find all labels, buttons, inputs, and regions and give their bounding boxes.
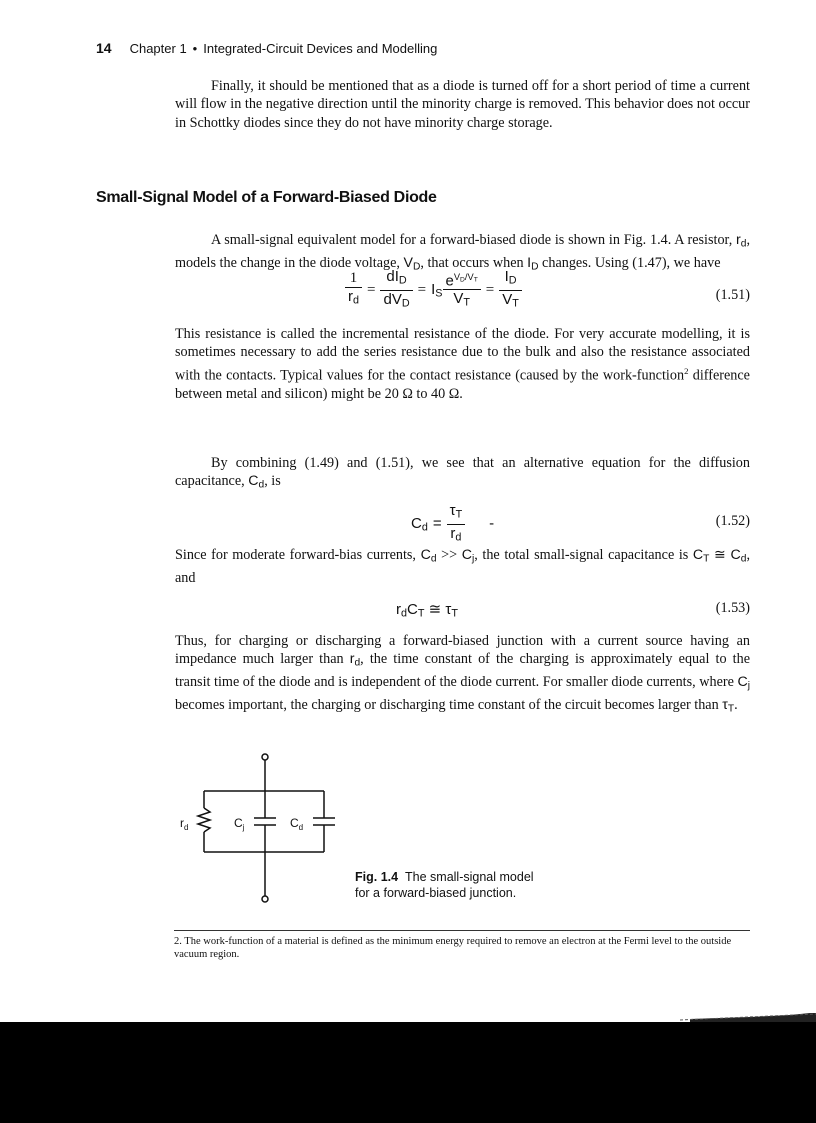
para4-text-1: Since for moderate forward-bias currents,: [175, 547, 421, 563]
para3-text-2: , is: [264, 473, 281, 490]
equation-1-52: $C_d$ = $\frac{\tau_T}{r_d}$ -: [411, 502, 495, 544]
intro-text: Finally, it should be mentioned that as a diode is turned off for a short period of time a current will flow in the negative direction until the minority charge is removed. This behavior does not occur in Schottky diodes since they do not have minority charge storage.: [175, 78, 750, 131]
equation-number-1-52: (1.52): [715, 513, 750, 529]
label-cd: $C_d$: [290, 816, 304, 832]
paragraph-5: Thus, for charging or discharging a forward-biased junction with a current source having an impedance much larger than $r_d$, the time constant of the charging is approximately equal to the transit time of the diode and is independent of the diode current. For smaller diode currents, where $C_j$ becomes important, the charging or discharging time constant of the circuit becomes larger than $\tau_T$.: [175, 633, 751, 715]
scan-artifact: [0, 1010, 816, 1022]
para5-text-3: becomes important, the charging or discharging time constant of the circuit becomes larger than: [175, 697, 723, 714]
para1-text-4: changes. Using (1.47), we have: [538, 254, 721, 271]
para1-text-1: A small-signal equivalent model for a forward-biased diode is shown in Fig. 1.4. A resistor,: [211, 232, 737, 248]
para4-text-4: ≅: [709, 547, 731, 563]
sym-rd: $r_d$: [736, 232, 747, 250]
sym-vd: $V_D$: [403, 254, 421, 273]
bottom-terminal: [262, 896, 268, 902]
para1-text-2: , models the change in the diode voltage,: [175, 232, 750, 271]
equation-number-1-51: (1.51): [715, 287, 750, 303]
chapter-title: Integrated-Circuit Devices and Modelling: [203, 41, 438, 56]
para5-text-2: , the time constant of the charging is approximately equal to the transit time of the diode and is independent of the diode current. For smaller diode currents, where: [175, 651, 751, 691]
equation-number-1-53: (1.53): [715, 600, 750, 616]
caption-number: Fig. 1.4: [355, 870, 399, 884]
frac-dID-dVD: $\frac{dI_D}{dV_D}$: [380, 268, 412, 312]
running-header: [96, 40, 437, 56]
scan-black-band: [0, 1022, 816, 1123]
footnote-mark: 2: [684, 365, 689, 376]
paragraph-3: [175, 454, 750, 495]
small-signal-circuit-figure: [170, 748, 340, 908]
para4-text-2: >>: [436, 547, 462, 563]
caption-line-1: The small-signal model: [405, 870, 534, 884]
frac-exp-vt: $\frac{e^{V_D/V_T}}{V_T}$: [443, 269, 481, 312]
label-rd: $r_d$: [180, 816, 189, 832]
figure-caption: [355, 869, 534, 901]
resistor-rd: [198, 808, 210, 832]
para5-text-1: Thus, for charging or discharging a forward-biased junction with a current source having an impedance much larger than: [175, 633, 750, 668]
para2-text-1: This resistance is called the incremental resistance of the diode. For very accurate modelling, it is sometimes necessary to add the series resistance due to the bulk and also the resistance associated with the contacts. Typical values for the contact resistance (caused by the work-function: [175, 326, 750, 384]
sym-cd: $C_d$: [248, 473, 265, 491]
top-terminal: [262, 754, 268, 760]
footnote: 2. The work-function of a material is defined as the minimum energy required to remove an electron at the Fermi level to the outside vacuum region.: [174, 936, 732, 960]
equation-1-53: $r_dC_T$ ≅ $\tau_T$: [396, 601, 458, 620]
frac-id-vt: $\frac{I_D}{V_T}$: [499, 268, 522, 312]
frac-1-over-rd: $\frac{1}{r_d}$: [345, 270, 362, 310]
para4-text-5: , and: [175, 547, 750, 586]
equation-1-51: $\frac{1}{r_d}$ = $\frac{dI_D}{dV_D}$ = $I_S$ $\frac{e^{V_D/V_T}}{V_T}$ = $\frac{I_D}{V_T}$: [345, 268, 522, 312]
paragraph-2: [175, 325, 750, 403]
para3-text-1: By combining (1.49) and (1.51), we see that an alternative equation for the diffusion capacitance,: [175, 455, 750, 490]
para4-text-3: , the total small-signal capacitance is: [474, 547, 693, 563]
sym-id: $I_D$: [527, 254, 539, 273]
chapter-label: Chapter 1: [129, 41, 187, 56]
para1-text-3: , that occurs when: [420, 254, 528, 271]
is-term: $I_S$: [431, 280, 443, 300]
paragraph-4: Since for moderate forward-bias currents, $C_d >> C_j$, the total small-signal capacitance is $C_T$ ≅ $C_d$, and: [175, 547, 750, 586]
para2-text-2: difference between metal and silicon) might be 20 Ω to 40 Ω.: [175, 367, 750, 402]
para5-text-4: .: [734, 697, 738, 714]
label-cj: $C_j$: [234, 816, 245, 832]
header-separator: •: [192, 41, 198, 56]
intro-paragraph: [175, 77, 750, 132]
page-number: 14: [96, 40, 112, 56]
section-title: Small-Signal Model of a Forward-Biased Diode: [96, 189, 437, 206]
footnote-rule: [174, 930, 750, 931]
caption-line-2: for a forward-biased junction.: [355, 886, 517, 900]
